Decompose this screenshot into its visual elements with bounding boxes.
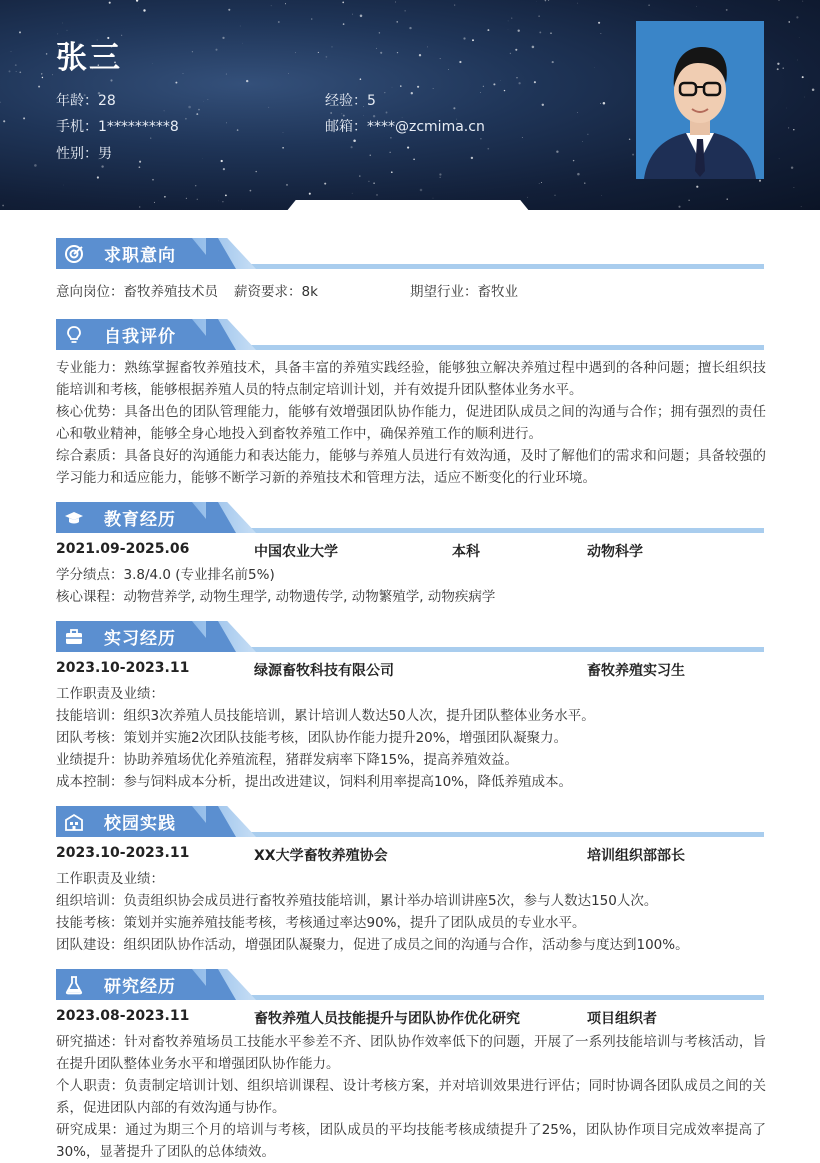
self-eval-overall: 综合素质：具备良好的沟通能力和表达能力，能够与养殖人员进行有效沟通，及时了解他们的需求和问题；具备较强的学习能力和适应能力，能够不断学习新的养殖技术和管理方法，适应不断变化的行业环境。 <box>56 445 766 489</box>
section-header-intent <box>56 238 764 272</box>
building-icon <box>64 812 84 832</box>
edu-gpa: 学分绩点：3.8/4.0 (专业排名前5%) <box>56 564 275 586</box>
candidate-name: 张三 <box>56 32 122 77</box>
section-header-research <box>56 969 764 1003</box>
section-header-self <box>56 319 764 353</box>
intern-duty-2: 团队考核：策划并实施2次团队技能考核，团队协作能力提升20%，增强团队凝聚力。 <box>56 727 567 749</box>
resume-header <box>0 0 820 210</box>
section-title: 教育经历 <box>104 505 176 530</box>
research-project: 畜牧养殖人员技能提升与团队协作优化研究 <box>254 1008 520 1028</box>
intern-date: 2023.10-2023.11 <box>56 660 189 676</box>
research-date: 2023.08-2023.11 <box>56 1008 189 1024</box>
email-field: 邮箱：****@zcmima.cn <box>325 116 485 136</box>
campus-role: 培训组织部部长 <box>587 845 685 865</box>
edu-date: 2021.09-2025.06 <box>56 541 189 557</box>
research-role: 项目组织者 <box>587 1008 657 1028</box>
self-eval-strength: 核心优势：具备出色的团队管理能力，能够有效增强团队协作能力，促进团队成员之间的沟通与合作；拥有强烈的责任心和敬业精神，能够全身心地投入到畜牧养殖工作中，确保养殖工作的顺利进行。 <box>56 401 766 445</box>
intern-company: 绿源畜牧科技有限公司 <box>254 660 394 680</box>
gender-field: 性别：男 <box>56 143 112 163</box>
self-eval-professional: 专业能力：熟练掌握畜牧养殖技术，具备丰富的养殖实践经验，能够独立解决养殖过程中遇到的各种问题；擅长组织技能培训和考核，能够根据养殖人员的特点制定培训计划，并有效提升团队整体业务水平。 <box>56 357 766 401</box>
campus-date: 2023.10-2023.11 <box>56 845 189 861</box>
intent-position: 意向岗位：畜牧养殖技术员 <box>56 281 218 303</box>
research-description: 研究描述：针对畜牧养殖场员工技能水平参差不齐、团队协作效率低下的问题，开展了一系列技能培训与考核活动，旨在提升团队整体业务水平和增强团队协作能力。 <box>56 1031 766 1075</box>
briefcase-icon <box>64 627 84 647</box>
campus-duty-2: 技能考核：策划并实施养殖技能考核，考核通过率达90%，提升了团队成员的专业水平。 <box>56 912 586 934</box>
section-title: 实习经历 <box>104 624 176 649</box>
intent-salary: 薪资要求：8k <box>234 281 318 303</box>
campus-duties-label: 工作职责及业绩： <box>56 868 164 890</box>
campus-duty-3: 团队建设：组织团队协作活动，增强团队凝聚力，促进了成员之间的沟通与合作，活动参与度达到100%。 <box>56 934 689 956</box>
edu-courses: 核心课程：动物营养学, 动物生理学, 动物遗传学, 动物繁殖学, 动物疾病学 <box>56 586 495 608</box>
intern-duty-4: 成本控制：参与饲料成本分析，提出改进建议，饲料利用率提高10%，降低养殖成本。 <box>56 771 572 793</box>
edu-school: 中国农业大学 <box>254 541 338 561</box>
section-title: 研究经历 <box>104 972 176 997</box>
section-header-campus <box>56 806 764 840</box>
phone-field: 手机：1*********8 <box>56 116 179 136</box>
section-title: 求职意向 <box>104 241 176 266</box>
intern-role: 畜牧养殖实习生 <box>587 660 685 680</box>
campus-duty-1: 组织培训：负责组织协会成员进行畜牧养殖技能培训，累计举办培训讲座5次，参与人数达150人次。 <box>56 890 657 912</box>
intern-duty-3: 业绩提升：协助养殖场优化养殖流程，猪群发病率下降15%，提高养殖效益。 <box>56 749 518 771</box>
intent-industry: 期望行业：畜牧业 <box>410 281 518 303</box>
experience-field: 经验：5 <box>325 90 376 110</box>
research-results: 研究成果：通过为期三个月的培训与考核，团队成员的平均技能考核成绩提升了25%，团队协作项目完成效率提高了30%，显著提升了团队的总体绩效。 <box>56 1119 766 1163</box>
research-duties: 个人职责：负责制定培训计划、组织培训课程、设计考核方案，并对培训效果进行评估；同时协调各团队成员之间的关系，促进团队内部的有效沟通与协作。 <box>56 1075 766 1119</box>
profile-photo <box>636 21 764 179</box>
lightbulb-icon <box>64 325 84 345</box>
edu-degree: 本科 <box>452 541 480 561</box>
campus-org: XX大学畜牧养殖协会 <box>254 845 388 865</box>
edu-major: 动物科学 <box>587 541 643 561</box>
section-header-intern <box>56 621 764 655</box>
section-title: 校园实践 <box>104 809 176 834</box>
age-field: 年龄：28 <box>56 90 116 110</box>
graduation-cap-icon <box>64 508 84 528</box>
header-notch <box>286 200 530 212</box>
intern-duties-label: 工作职责及业绩： <box>56 683 164 705</box>
intern-duty-1: 技能培训：组织3次养殖人员技能培训，累计培训人数达50人次，提升团队整体业务水平。 <box>56 705 595 727</box>
target-icon <box>64 244 84 264</box>
section-header-edu <box>56 502 764 536</box>
flask-icon <box>64 975 84 995</box>
section-title: 自我评价 <box>104 322 176 347</box>
